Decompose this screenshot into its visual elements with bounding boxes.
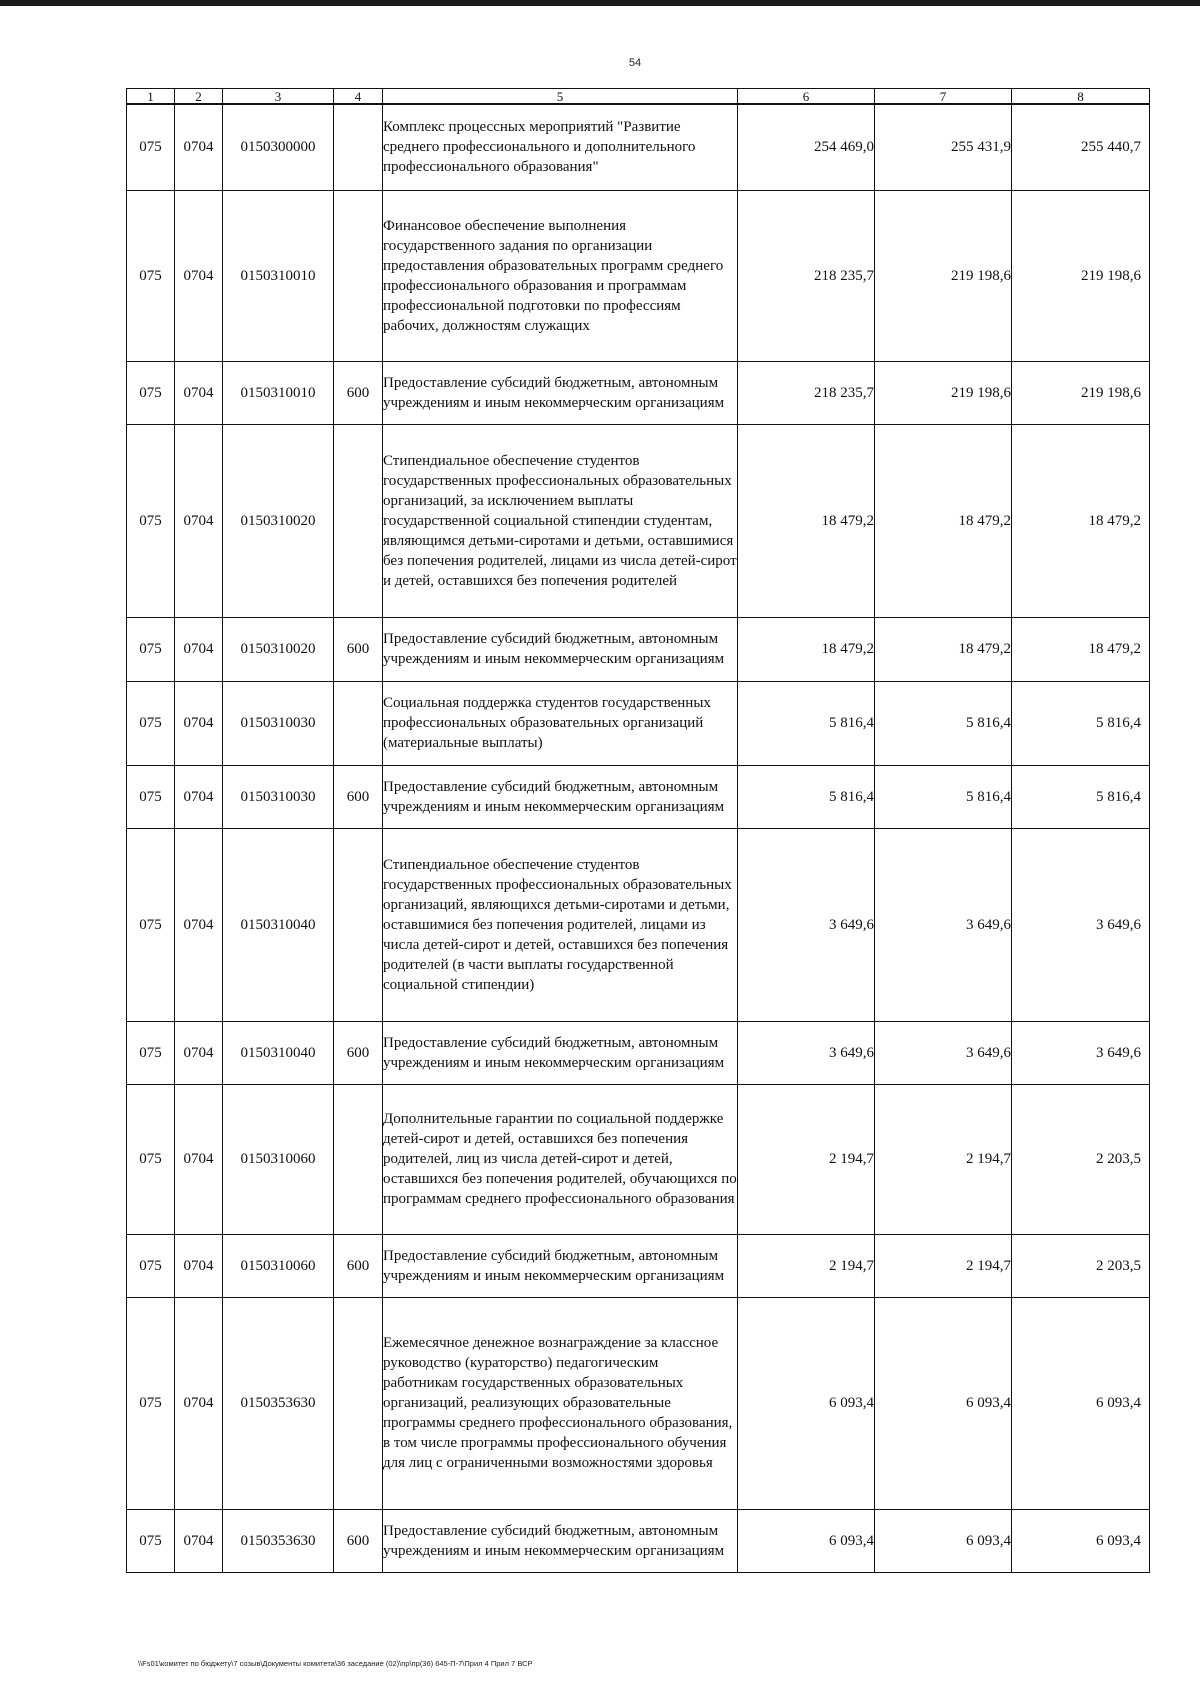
amount-col6-cell: 2 194,7 [738,1084,875,1234]
amount-col6-cell: 3 649,6 [738,828,875,1021]
amount-col8-cell: 6 093,4 [1012,1297,1150,1509]
amount-col8-cell: 3 649,6 [1012,1021,1150,1084]
amount-col6-cell: 18 479,2 [738,617,875,681]
amount-col6-cell: 6 093,4 [738,1509,875,1572]
ministry-code-cell: 075 [127,617,175,681]
amount-col8-cell: 5 816,4 [1012,681,1150,765]
section-code-cell: 0704 [175,681,223,765]
column-header-3: 3 [223,89,334,105]
amount-col8-cell: 5 816,4 [1012,765,1150,828]
target-article-cell: 0150310020 [223,424,334,617]
expense-type-cell: 600 [334,617,383,681]
expense-type-cell [334,104,383,190]
amount-col7-cell: 2 194,7 [875,1234,1012,1297]
ministry-code-cell: 075 [127,424,175,617]
section-code-cell: 0704 [175,104,223,190]
expense-type-cell [334,424,383,617]
ministry-code-cell: 075 [127,104,175,190]
amount-col6-cell: 218 235,7 [738,190,875,361]
description-cell: Предоставление субсидий бюджетным, автономным учреждениям и иным некоммерческим организациям [383,1234,738,1297]
amount-col6-cell: 254 469,0 [738,104,875,190]
top-border-line [0,0,1200,6]
target-article-cell: 0150310010 [223,190,334,361]
ministry-code-cell: 075 [127,361,175,424]
amount-col7-cell: 18 479,2 [875,424,1012,617]
section-code-cell: 0704 [175,1234,223,1297]
column-header-5: 5 [383,89,738,105]
expense-type-cell: 600 [334,1021,383,1084]
description-cell: Стипендиальное обеспечение студентов государственных профессиональных образовательных организаций, за исключением выплаты государственной социальной стипендии студентам, являющимся детьми-сиротами и детьми, оставшимися без попечения родителей, лицами из числа детей-сирот и детей, оставшихся без попечения родителей [383,424,738,617]
table-row [127,765,1150,828]
amount-col6-cell: 2 194,7 [738,1234,875,1297]
expense-type-cell: 600 [334,1509,383,1572]
table-row [127,617,1150,681]
target-article-cell: 0150310060 [223,1084,334,1234]
expense-type-cell [334,681,383,765]
section-code-cell: 0704 [175,1297,223,1509]
description-cell: Финансовое обеспечение выполнения государственного задания по организации предоставления образовательных программ среднего профессионального образования и программам профессиональной подготовки по профессиям рабочих, должностям служащих [383,190,738,361]
table-row [127,1297,1150,1509]
expense-type-cell [334,190,383,361]
amount-col7-cell: 5 816,4 [875,681,1012,765]
table-row [127,424,1150,617]
table-row [127,828,1150,1021]
amount-col7-cell: 2 194,7 [875,1084,1012,1234]
amount-col6-cell: 6 093,4 [738,1297,875,1509]
column-number-row [127,89,1150,105]
amount-col8-cell: 2 203,5 [1012,1234,1150,1297]
ministry-code-cell: 075 [127,1084,175,1234]
section-code-cell: 0704 [175,361,223,424]
budget-table [126,88,1150,1573]
amount-col6-cell: 3 649,6 [738,1021,875,1084]
amount-col8-cell: 219 198,6 [1012,361,1150,424]
table-row [127,1234,1150,1297]
amount-col7-cell: 219 198,6 [875,361,1012,424]
expense-type-cell: 600 [334,361,383,424]
description-cell: Ежемесячное денежное вознаграждение за классное руководство (кураторство) педагогическим работникам государственных образовательных организаций, реализующих образовательные программы среднего профессионального образования, в том числе программы профессионального обучения для лиц с ограниченными возможностями здоровья [383,1297,738,1509]
expense-type-cell: 600 [334,765,383,828]
target-article-cell: 0150310010 [223,361,334,424]
table-row [127,681,1150,765]
ministry-code-cell: 075 [127,1509,175,1572]
table-row [127,104,1150,190]
target-article-cell: 0150310040 [223,828,334,1021]
section-code-cell: 0704 [175,1021,223,1084]
table-row [127,361,1150,424]
expense-type-cell [334,1297,383,1509]
section-code-cell: 0704 [175,617,223,681]
page-number: 54 [628,57,642,69]
description-cell: Стипендиальное обеспечение студентов государственных профессиональных образовательных организаций, являющихся детьми-сиротами и детьми, оставшимися без попечения родителей, лицами из числа детей-сирот и детей, оставшихся без попечения родителей (в части выплаты государственной социальной стипендии) [383,828,738,1021]
ministry-code-cell: 075 [127,1234,175,1297]
target-article-cell: 0150310020 [223,617,334,681]
section-code-cell: 0704 [175,1509,223,1572]
column-header-1: 1 [127,89,175,105]
expense-type-cell [334,828,383,1021]
section-code-cell: 0704 [175,828,223,1021]
amount-col8-cell: 6 093,4 [1012,1509,1150,1572]
expense-type-cell: 600 [334,1234,383,1297]
amount-col7-cell: 3 649,6 [875,1021,1012,1084]
target-article-cell: 0150310040 [223,1021,334,1084]
description-cell: Комплекс процессных мероприятий "Развитие среднего профессионального и дополнительного профессионального образования" [383,104,738,190]
amount-col8-cell: 3 649,6 [1012,828,1150,1021]
description-cell: Дополнительные гарантии по социальной поддержке детей-сирот и детей, оставшихся без попечения родителей, лиц из числа детей-сирот и детей, оставшихся без попечения родителей, обучающихся по программам среднего профессионального образования [383,1084,738,1234]
target-article-cell: 0150353630 [223,1297,334,1509]
section-code-cell: 0704 [175,424,223,617]
amount-col8-cell: 255 440,7 [1012,104,1150,190]
column-header-6: 6 [738,89,875,105]
amount-col6-cell: 5 816,4 [738,681,875,765]
table-row [127,1021,1150,1084]
description-cell: Предоставление субсидий бюджетным, автономным учреждениям и иным некоммерческим организациям [383,765,738,828]
description-cell: Предоставление субсидий бюджетным, автономным учреждениям и иным некоммерческим организациям [383,361,738,424]
ministry-code-cell: 075 [127,765,175,828]
description-cell: Социальная поддержка студентов государственных профессиональных образовательных организаций (материальные выплаты) [383,681,738,765]
amount-col6-cell: 18 479,2 [738,424,875,617]
column-header-7: 7 [875,89,1012,105]
amount-col7-cell: 5 816,4 [875,765,1012,828]
description-cell: Предоставление субсидий бюджетным, автономным учреждениям и иным некоммерческим организациям [383,617,738,681]
table-row [127,190,1150,361]
description-cell: Предоставление субсидий бюджетным, автономным учреждениям и иным некоммерческим организациям [383,1509,738,1572]
ministry-code-cell: 075 [127,1021,175,1084]
column-header-8: 8 [1012,89,1150,105]
target-article-cell: 0150310030 [223,765,334,828]
table-row [127,1084,1150,1234]
section-code-cell: 0704 [175,765,223,828]
target-article-cell: 0150353630 [223,1509,334,1572]
amount-col6-cell: 218 235,7 [738,361,875,424]
amount-col7-cell: 6 093,4 [875,1297,1012,1509]
section-code-cell: 0704 [175,190,223,361]
amount-col6-cell: 5 816,4 [738,765,875,828]
footer-file-path: \\Fs01\комитет по бюджету\7 созыв\Документы комитета\36 заседание (02)\пр\пр(36) 645-П-7\Прил 4 Прил 7 ВСР [138,1659,533,1668]
column-header-2: 2 [175,89,223,105]
amount-col8-cell: 219 198,6 [1012,190,1150,361]
target-article-cell: 0150300000 [223,104,334,190]
table-row [127,1509,1150,1572]
ministry-code-cell: 075 [127,190,175,361]
column-header-4: 4 [334,89,383,105]
section-code-cell: 0704 [175,1084,223,1234]
target-article-cell: 0150310060 [223,1234,334,1297]
amount-col7-cell: 219 198,6 [875,190,1012,361]
amount-col8-cell: 18 479,2 [1012,617,1150,681]
amount-col7-cell: 18 479,2 [875,617,1012,681]
ministry-code-cell: 075 [127,681,175,765]
amount-col8-cell: 18 479,2 [1012,424,1150,617]
amount-col7-cell: 6 093,4 [875,1509,1012,1572]
description-cell: Предоставление субсидий бюджетным, автономным учреждениям и иным некоммерческим организациям [383,1021,738,1084]
ministry-code-cell: 075 [127,1297,175,1509]
expense-type-cell [334,1084,383,1234]
target-article-cell: 0150310030 [223,681,334,765]
amount-col8-cell: 2 203,5 [1012,1084,1150,1234]
amount-col7-cell: 3 649,6 [875,828,1012,1021]
ministry-code-cell: 075 [127,828,175,1021]
amount-col7-cell: 255 431,9 [875,104,1012,190]
